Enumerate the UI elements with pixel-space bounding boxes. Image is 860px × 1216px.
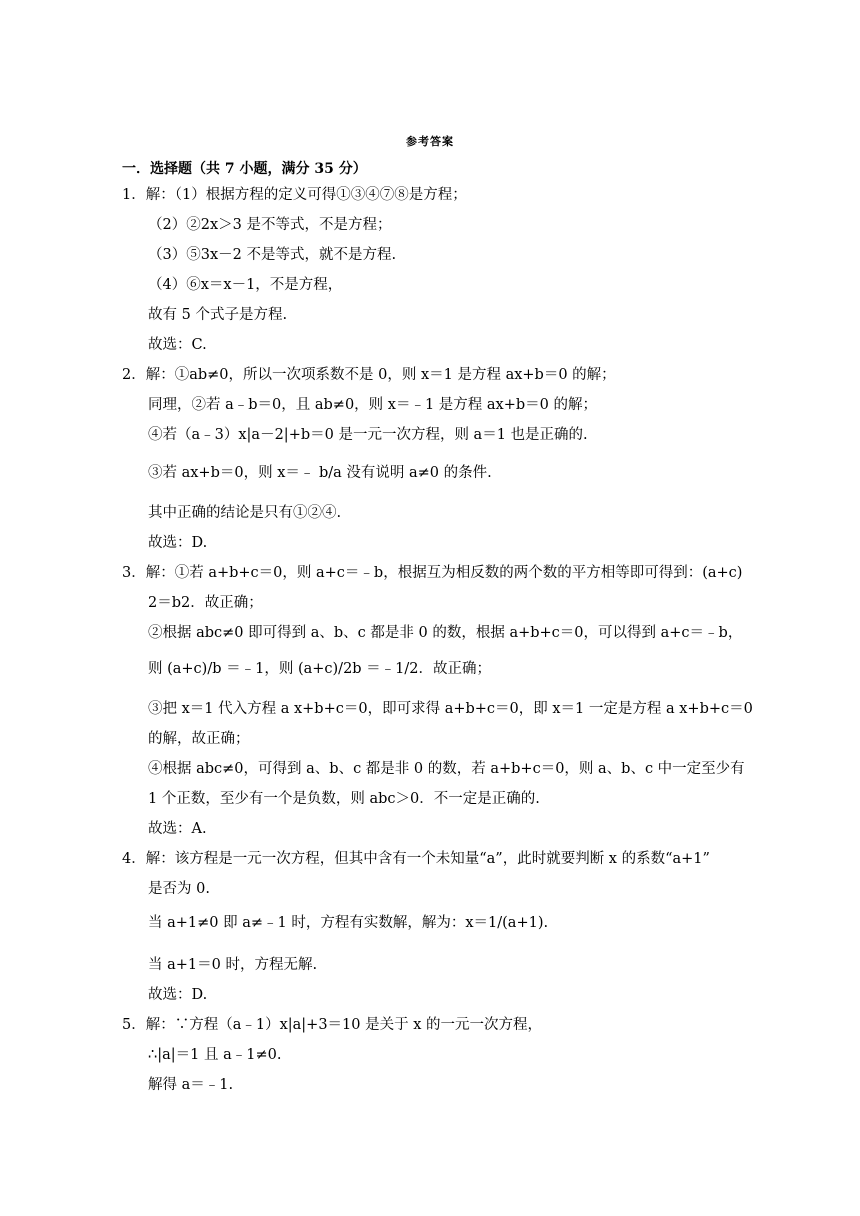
answer-line: 故选：D. [148, 535, 208, 551]
page-title: 参考答案 [406, 135, 454, 148]
answer-line: （3）⑤3x－2 不是等式，就不是方程. [148, 247, 397, 263]
answer-line: ④根据 abc≠0，可得到 a、b、c 都是非 0 的数，若 a+b+c＝0，则 a、b、c 中一定至少有 [148, 761, 745, 777]
answer-line: （4）⑥x＝x－1，不是方程， [148, 277, 343, 293]
answer-line: 故选：A. [148, 821, 207, 837]
answer-line: 2＝b2．故正确； [148, 595, 263, 611]
answer-line: 3．解：①若 a+b+c＝0，则 a+c＝﹣b，根据互为相反数的两个数的平方相等即可得到：(a+c) [122, 565, 743, 581]
section-heading: 一．选择题（共 7 小题，满分 35 分） [122, 161, 367, 177]
answer-line: 2．解：①ab≠0，所以一次项系数不是 0，则 x＝1 是方程 ax+b＝0 的解； [122, 367, 616, 383]
answer-line: ③若 ax+b＝0，则 x＝﹣ b/a 没有说明 a≠0 的条件. [148, 465, 492, 481]
answer-line: 当 a+1＝0 时，方程无解. [148, 957, 318, 973]
answer-line: ③把 x＝1 代入方程 a x+b+c＝0，即可求得 a+b+c＝0，即 x＝1 一定是方程 a x+b+c＝0 [148, 701, 753, 717]
answer-line: 同理，②若 a﹣b＝0，且 ab≠0，则 x＝﹣1 是方程 ax+b＝0 的解； [148, 397, 597, 413]
answer-line: 解得 a＝﹣1. [148, 1077, 234, 1093]
answer-line: 故有 5 个式子是方程. [148, 307, 288, 323]
answer-line: 1．解：（1）根据方程的定义可得①③④⑦⑧是方程； [122, 187, 467, 203]
answer-line: （2）②2x＞3 是不等式，不是方程； [148, 217, 392, 233]
answer-line: 的解，故正确； [148, 731, 250, 747]
answer-line: 其中正确的结论是只有①②④. [148, 505, 342, 521]
answer-line: 1 个正数，至少有一个是负数，则 abc＞0．不一定是正确的. [148, 791, 540, 807]
answer-line: 4．解：该方程是一元一次方程，但其中含有一个未知量“a”，此时就要判断 x 的系数“a+1” [122, 851, 710, 867]
answer-line: ④若（a﹣3）x|a－2|+b＝0 是一元一次方程，则 a＝1 也是正确的. [148, 427, 588, 443]
answer-line: 当 a+1≠0 即 a≠﹣1 时，方程有实数解，解为：x＝1/(a+1). [148, 915, 549, 931]
answer-line: 是否为 0. [148, 881, 210, 897]
answer-line: 则 (a+c)/b ＝﹣1，则 (a+c)/2b ＝﹣1/2．故正确； [148, 661, 492, 677]
answer-line: 故选：D. [148, 987, 208, 1003]
answer-line: 5．解：∵方程（a﹣1）x|a|+3＝10 是关于 x 的一元一次方程， [122, 1017, 543, 1033]
answer-line: ②根据 abc≠0 即可得到 a、b、c 都是非 0 的数，根据 a+b+c＝0，可以得到 a+c＝﹣b， [148, 625, 743, 641]
answer-line: 故选：C. [148, 337, 207, 353]
answer-line: ∴|a|＝1 且 a﹣1≠0. [148, 1047, 282, 1063]
